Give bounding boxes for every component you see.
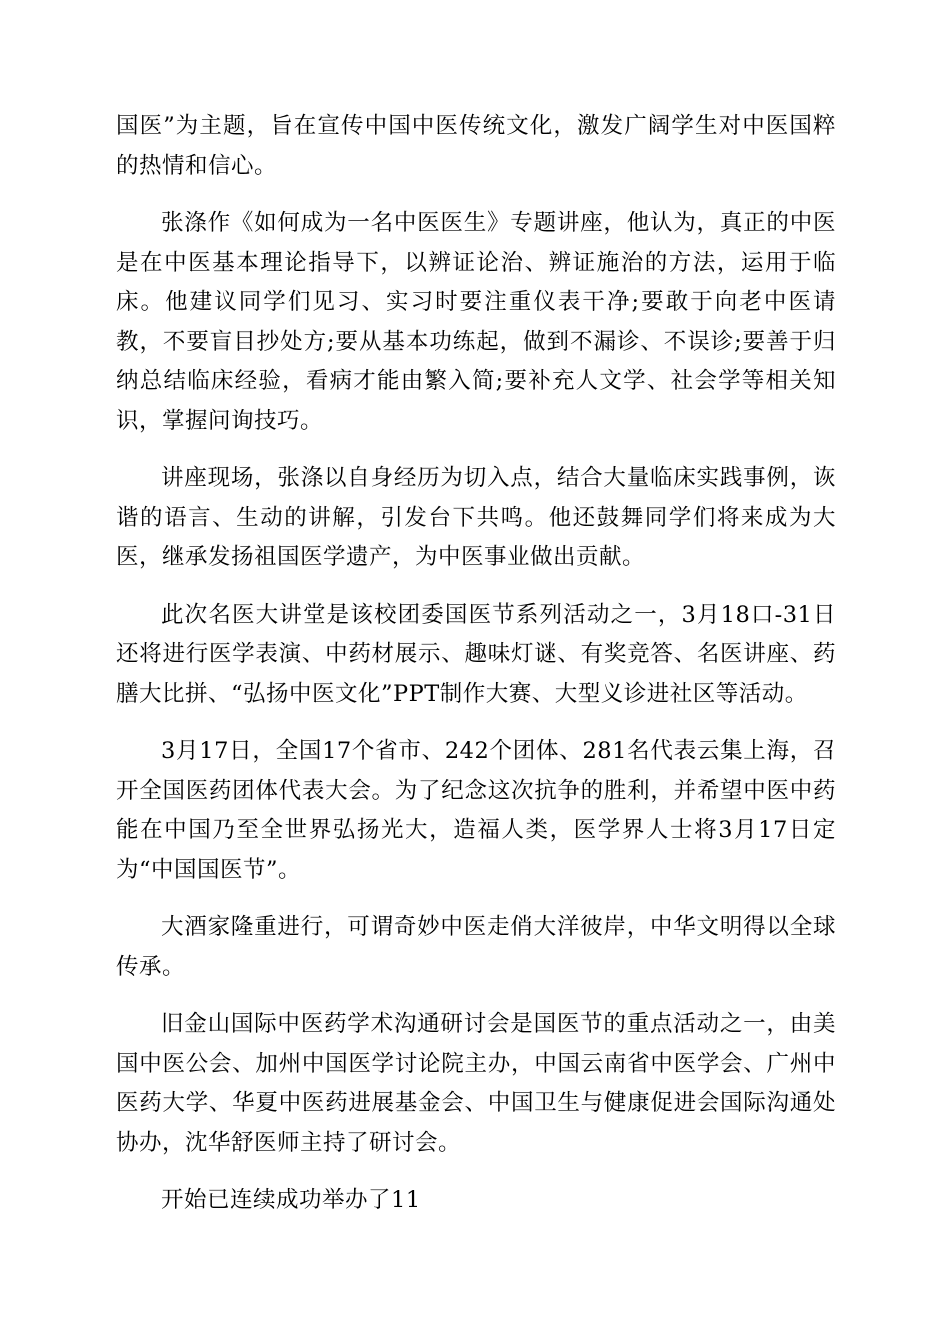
- paragraph-lecture: 张涤作《如何成为一名中医医生》专题讲座，他认为，真正的中医是在中医基本理论指导下，以辨证论治、辨证施治的方法，运用于临床。他建议同学们见习、实习时要注重仪表干净;要敢于向老中医请教，不要盲目抄处方;要从基本功练起，做到不漏诊、不误诊;要善于归纳总结临床经验，看病才能由繁入简;要补充人文学、社会学等相关知识，掌握问询技巧。: [116, 210, 836, 434]
- paragraph-activities: 此次名医大讲堂是该校团委国医节系列活动之一，3月18口-31日还将进行医学表演、中药材展示、趣味灯谜、有奖竞答、名医讲座、药膳大比拼、“弘扬中医文化”PPT制作大赛、大型义诊进社区等活动。: [116, 601, 836, 707]
- paragraph-lecture-scene: 讲座现场，张涤以自身经历为切入点，结合大量临床实践事例，诙谐的语言、生动的讲解，引发台下共鸣。他还鼓舞同学们将来成为大医，继承发扬祖国医学遗产，为中医事业做出贡献。: [116, 465, 836, 570]
- paragraph-fragment: 开始已连续成功举办了11: [161, 1187, 421, 1213]
- paragraph-symposium: 旧金山国际中医药学术沟通研讨会是国医节的重点活动之一，由美国中医公会、加州中国医学讨论院主办，中国云南省中医学会、广州中医药大学、华夏中医药进展基金会、中国卫生与健康促进会国际沟通处协办，沈华舒医师主持了研讨会。: [116, 1011, 836, 1156]
- paragraph-continuation: 国医”为主题，旨在宣传中国中医传统文化，激发广阔学生对中医国粹的热情和信心。: [116, 113, 836, 179]
- paragraph-overseas: 大酒家隆重进行，可谓奇妙中医走俏大洋彼岸，中华文明得以全球传承。: [116, 914, 836, 980]
- paragraph-history: 3月17日，全国17个省市、242个团体、281名代表云集上海，召开全国医药团体代表大会。为了纪念这次抗争的胜利，并希望中医中药能在中国乃至全世界弘扬光大，造福人类，医学界人士将3月17日定为“中国国医节”。: [116, 738, 836, 883]
- document-page: [116, 107, 836, 1239]
